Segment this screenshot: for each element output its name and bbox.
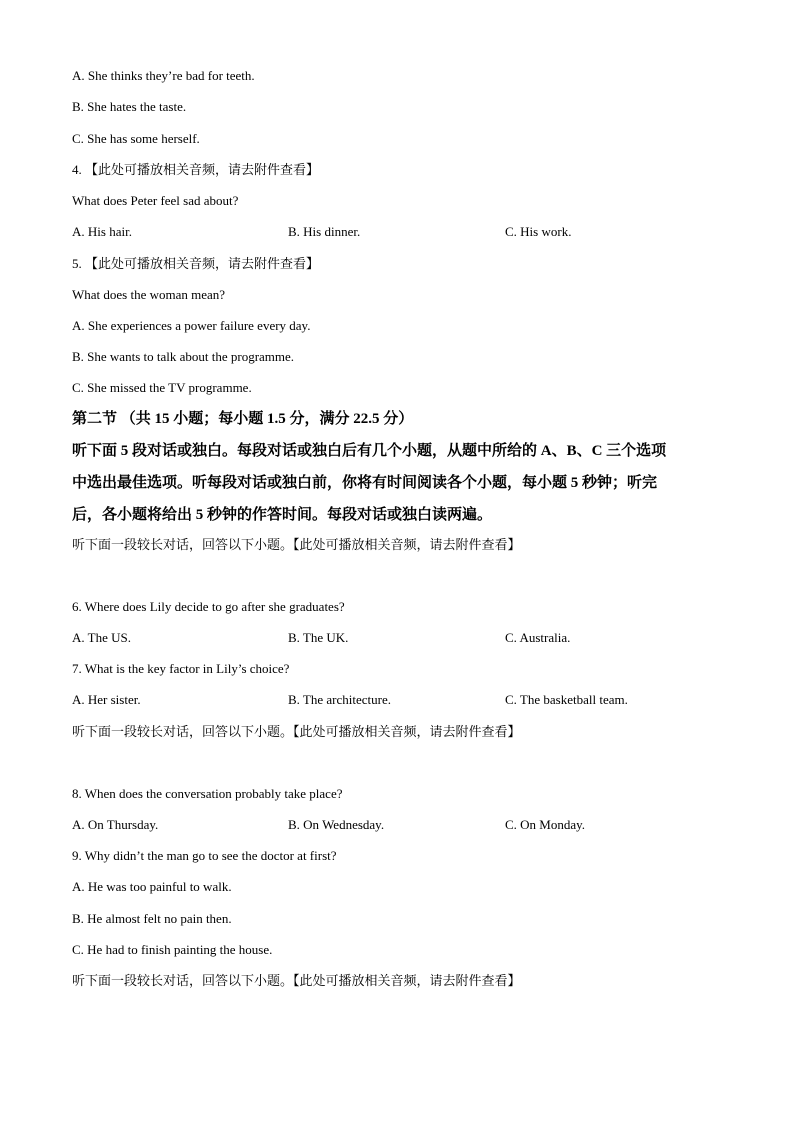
q5-option-a: A. She experiences a power failure every day. (72, 318, 311, 333)
q6-option-c: C. Australia. (505, 630, 571, 645)
q4-question: What does Peter feel sad about? (72, 193, 239, 208)
q7-option-a: A. Her sister. (72, 692, 141, 707)
q9-option-c: C. He had to finish painting the house. (72, 942, 273, 957)
dialogue-3-intro[interactable]: 听下面一段较长对话，回答以下小题。【此处可播放相关音频，请去附件查看】 (72, 973, 521, 988)
q4-option-a: A. His hair. (72, 224, 132, 239)
q8-options (72, 817, 732, 833)
section-2-title: 第二节 （共 15 小题；每小题 1.5 分，满分 22.5 分） (72, 411, 414, 427)
q4-option-c: C. His work. (505, 224, 572, 239)
q5-option-c: C. She missed the TV programme. (72, 380, 252, 395)
q9-question: 9. Why didn’t the man go to see the doctor at first? (72, 848, 337, 863)
dialogue-1-intro[interactable]: 听下面一段较长对话，回答以下小题。【此处可播放相关音频，请去附件查看】 (72, 537, 521, 552)
dialogue-2-intro[interactable]: 听下面一段较长对话，回答以下小题。【此处可播放相关音频，请去附件查看】 (72, 724, 521, 739)
q5-option-b: B. She wants to talk about the programme. (72, 349, 295, 364)
q4-audio-link[interactable]: 4. 【此处可播放相关音频，请去附件查看】 (72, 162, 320, 177)
q6-option-b: B. The UK. (288, 630, 349, 645)
q3-option-a: A. She thinks they’re bad for teeth. (72, 68, 255, 83)
q6-options (72, 630, 732, 646)
q4-option-b: B. His dinner. (288, 224, 361, 239)
q8-option-c: C. On Monday. (505, 817, 586, 832)
q7-question: 7. What is the key factor in Lily’s choice? (72, 661, 290, 676)
q7-options (72, 692, 732, 708)
q8-option-a: A. On Thursday. (72, 817, 159, 832)
q7-option-c: C. The basketball team. (505, 692, 628, 707)
section-2-instructions-line-3: 后，各小题将给出 5 秒钟的作答时间。每段对话或独白读两遍。 (72, 507, 493, 523)
q9-option-b: B. He almost felt no pain then. (72, 911, 232, 926)
q3-option-b: B. She hates the taste. (72, 99, 187, 114)
q4-options (72, 224, 732, 240)
q5-question: What does the woman mean? (72, 287, 226, 302)
section-2-instructions-line-2: 中选出最佳选项。听每段对话或独白前，你将有时间阅读各个小题，每小题 5 秒钟；听完 (72, 475, 658, 491)
q3-option-c: C. She has some herself. (72, 131, 200, 146)
q8-question: 8. When does the conversation probably take place? (72, 786, 343, 801)
q6-question: 6. Where does Lily decide to go after she graduates? (72, 599, 345, 614)
q9-option-a: A. He was too painful to walk. (72, 879, 232, 894)
q8-option-b: B. On Wednesday. (288, 817, 385, 832)
q7-option-b: B. The architecture. (288, 692, 391, 707)
q6-option-a: A. The US. (72, 630, 131, 645)
q5-audio-link[interactable]: 5. 【此处可播放相关音频，请去附件查看】 (72, 256, 320, 271)
section-2-instructions-line-1: 听下面 5 段对话或独白。每段对话或独白后有几个小题，从题中所给的 A、B、C 三个选项 (72, 443, 667, 459)
